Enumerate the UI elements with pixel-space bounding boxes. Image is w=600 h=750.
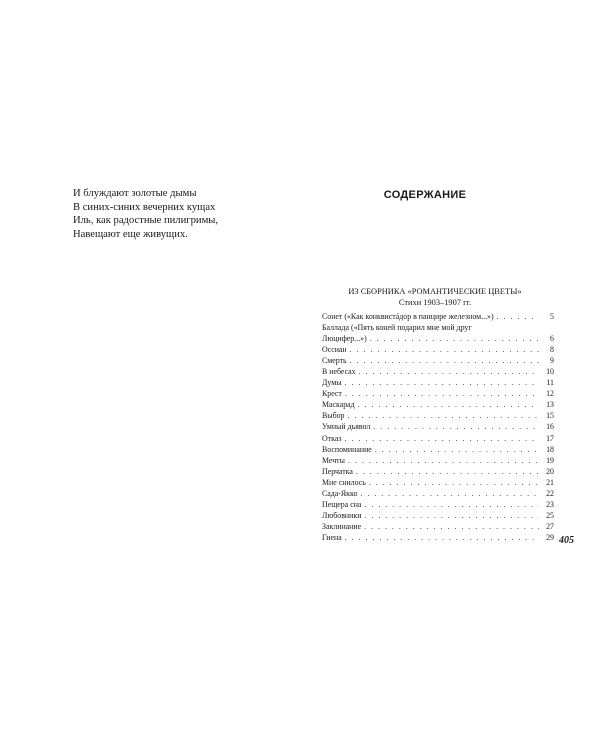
toc-entry bbox=[322, 355, 554, 366]
toc-entry-title: Думы bbox=[322, 378, 342, 388]
toc-entry-page: 21 bbox=[546, 477, 554, 487]
toc-leader-dots bbox=[364, 510, 539, 521]
section-subtitle: Стихи 1903–1907 гг. bbox=[398, 298, 472, 307]
toc-leader-dots bbox=[359, 366, 539, 377]
toc-entry-page: 17 bbox=[546, 433, 554, 443]
toc-entry-title: Мечты bbox=[322, 455, 345, 465]
toc-entry-title: Заклинание bbox=[322, 521, 362, 531]
toc-entry-title: Сада-Якко bbox=[322, 488, 358, 498]
toc-entry bbox=[322, 388, 554, 399]
poem-stanza bbox=[73, 187, 273, 241]
toc-entry-page: 22 bbox=[546, 488, 554, 498]
toc-leader-dots bbox=[358, 399, 539, 410]
toc-entry bbox=[322, 410, 554, 421]
toc-entry-page: 6 bbox=[550, 334, 554, 344]
toc-leader-dots bbox=[360, 488, 539, 499]
toc-entry-title: Умный дьявол bbox=[322, 422, 371, 432]
toc-entry bbox=[322, 344, 554, 355]
toc-entry-title: Мне снилось bbox=[322, 477, 366, 487]
toc-entry-page: 29 bbox=[546, 532, 554, 542]
toc-entry-page: 8 bbox=[550, 345, 554, 355]
toc-entry-title: Маскарад bbox=[322, 400, 355, 410]
toc-entry bbox=[322, 444, 554, 455]
toc-entry bbox=[322, 399, 554, 410]
toc-entry-title: Баллада («Пять коней подарил мне мой друг bbox=[322, 323, 472, 333]
toc-entry-title: Выбор bbox=[322, 411, 345, 421]
toc-entry bbox=[322, 510, 554, 521]
toc-leader-dots bbox=[375, 444, 539, 455]
toc-entry bbox=[322, 311, 554, 322]
toc-entry-page: 23 bbox=[546, 499, 554, 509]
toc-entry bbox=[322, 455, 554, 466]
toc-entry-title: Оссиан bbox=[322, 345, 347, 355]
toc-entry-title: В небесах bbox=[322, 367, 356, 377]
toc-leader-dots bbox=[364, 499, 539, 510]
toc-entry bbox=[322, 433, 554, 444]
toc-leader-dots bbox=[350, 344, 539, 355]
toc-entry bbox=[322, 488, 554, 499]
toc-leader-dots bbox=[348, 455, 539, 466]
toc-entry-page: 15 bbox=[546, 411, 554, 421]
toc-entry-page: 9 bbox=[550, 356, 554, 366]
toc-entry bbox=[322, 521, 554, 532]
toc-entry-title: Воспоминание bbox=[322, 444, 372, 454]
toc-entry bbox=[322, 499, 554, 510]
poem-line: Навещают еще живущих. bbox=[73, 228, 188, 240]
poem-line: Иль, как радостные пилигримы, bbox=[73, 215, 219, 226]
toc-entry bbox=[322, 333, 554, 344]
toc-entry-page: 19 bbox=[546, 455, 554, 465]
toc-entry-title: Гиена bbox=[322, 532, 342, 542]
toc-entry-page: 5 bbox=[550, 312, 554, 321]
toc-entry bbox=[322, 421, 554, 432]
toc-leader-dots bbox=[347, 410, 539, 421]
toc-entry-title: Люцифер...») bbox=[322, 334, 367, 344]
toc-entry bbox=[322, 366, 554, 377]
toc-entry-page: 25 bbox=[546, 510, 554, 520]
table-of-contents bbox=[322, 311, 554, 543]
toc-entry-page: 11 bbox=[546, 378, 554, 388]
toc-entry-title: Любовники bbox=[322, 510, 362, 520]
toc-entry-page: 10 bbox=[546, 367, 554, 377]
contents-heading: СОДЕРЖАНИЕ bbox=[383, 189, 467, 201]
toc-entry-page: 13 bbox=[546, 400, 554, 410]
toc-entry-title: Крест bbox=[322, 389, 342, 399]
toc-entry-title: Отказ bbox=[322, 433, 342, 443]
page-number: 405 bbox=[559, 535, 574, 546]
toc-leader-dots bbox=[369, 477, 539, 488]
toc-entry bbox=[322, 477, 554, 488]
toc-entry-page: 12 bbox=[546, 389, 554, 399]
toc-entry bbox=[322, 532, 554, 543]
toc-leader-dots bbox=[350, 355, 539, 366]
toc-entry bbox=[322, 322, 554, 333]
toc-leader-dots bbox=[364, 521, 539, 532]
poem-line: И блуждают золотые дымы bbox=[73, 188, 197, 199]
toc-leader-dots bbox=[345, 388, 539, 399]
toc-entry-title: Перчатка bbox=[322, 466, 353, 476]
toc-entry-title: Пещера сна bbox=[322, 499, 362, 509]
toc-leader-dots bbox=[356, 466, 539, 477]
toc-leader-dots bbox=[497, 311, 539, 322]
toc-entry-page: 27 bbox=[546, 521, 554, 531]
toc-entry-page: 18 bbox=[546, 444, 554, 454]
section-heading bbox=[320, 286, 550, 308]
toc-entry-title: Сонет («Как конквистáдор в панцире железном...») bbox=[322, 312, 494, 321]
toc-leader-dots bbox=[345, 532, 539, 543]
toc-leader-dots bbox=[345, 377, 539, 388]
toc-entry bbox=[322, 377, 554, 388]
toc-entry-page: 16 bbox=[546, 422, 554, 432]
toc-entry-title: Смерть bbox=[322, 356, 347, 366]
toc-entry bbox=[322, 466, 554, 477]
toc-leader-dots bbox=[344, 433, 539, 444]
toc-entry-page: 20 bbox=[546, 466, 554, 476]
section-title: ИЗ СБОРНИКА «РОМАНТИЧЕСКИЕ ЦВЕТЫ» bbox=[348, 287, 522, 296]
toc-leader-dots bbox=[373, 421, 539, 432]
poem-line: В синих-синих вечерних кущах bbox=[73, 201, 216, 213]
toc-leader-dots bbox=[370, 333, 539, 344]
